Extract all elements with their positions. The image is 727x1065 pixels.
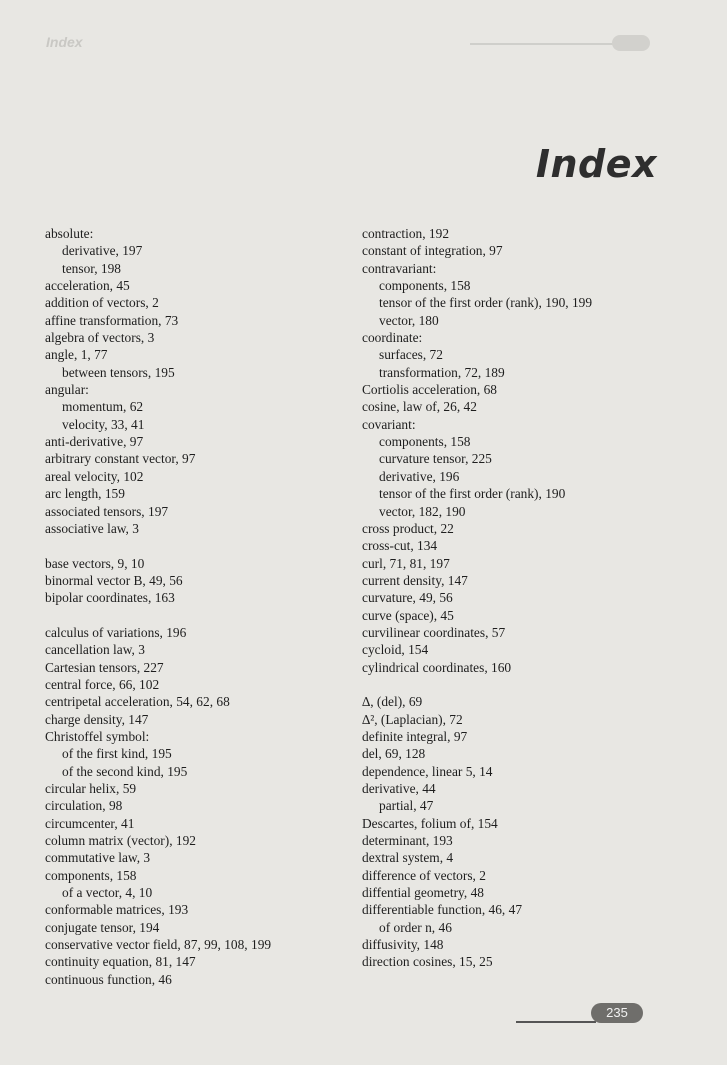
index-subentry: vector, 180 xyxy=(379,312,439,328)
index-entry: acceleration, 45 xyxy=(45,278,130,294)
index-entry: conjugate tensor, 194 xyxy=(45,919,160,935)
index-entry: components, 158 xyxy=(45,867,137,883)
index-entry: circumcenter, 41 xyxy=(45,815,135,831)
index-entry: column matrix (vector), 192 xyxy=(45,833,196,849)
index-entry: cycloid, 154 xyxy=(362,642,429,658)
index-column-right xyxy=(362,225,662,971)
index-entry: commutative law, 3 xyxy=(45,850,151,866)
index-entry: direction cosines, 15, 25 xyxy=(362,954,493,970)
index-entry: continuous function, 46 xyxy=(45,971,172,987)
index-entry: angular: xyxy=(45,382,89,398)
index-subentry: derivative, 196 xyxy=(379,468,460,484)
index-entry: curvature, 49, 56 xyxy=(362,590,453,606)
index-entry: absolute: xyxy=(45,226,94,241)
running-head: Index xyxy=(46,34,83,50)
index-subentry: velocity, 33, 41 xyxy=(62,416,145,432)
index-entry: Descartes, folium of, 154 xyxy=(362,815,498,831)
index-entry: cross-cut, 134 xyxy=(362,538,438,554)
index-subentry: transformation, 72, 189 xyxy=(379,364,505,380)
index-entry: ∆, (del), 69 xyxy=(362,694,423,710)
index-entry: coordinate: xyxy=(362,330,423,346)
index-entry: current density, 147 xyxy=(362,572,468,588)
index-subentry: of the first kind, 195 xyxy=(62,746,172,762)
index-entry: Christoffel symbol: xyxy=(45,728,150,744)
index-entry: associative law, 3 xyxy=(45,520,139,536)
index-entry: derivative, 44 xyxy=(362,781,436,796)
header-rule xyxy=(470,43,630,45)
index-subentry: of the second kind, 195 xyxy=(62,763,188,779)
index-entry: conservative vector field, 87, 99, 108, 199 xyxy=(45,937,272,953)
index-entry: calculus of variations, 196 xyxy=(45,624,187,640)
index-entry: curl, 71, 81, 197 xyxy=(362,555,450,571)
index-entry: cosine, law of, 26, 42 xyxy=(362,399,477,415)
index-subentry: partial, 47 xyxy=(379,798,434,814)
index-entry: ∆², (Laplacian), 72 xyxy=(362,711,463,727)
index-entry: angle, 1, 77 xyxy=(45,347,108,363)
index-entry: central force, 66, 102 xyxy=(45,676,160,692)
index-entry: dextral system, 4 xyxy=(362,850,454,866)
index-entry: continuity equation, 81, 147 xyxy=(45,954,196,970)
index-entry: base vectors, 9, 10 xyxy=(45,555,145,571)
index-entry: associated tensors, 197 xyxy=(45,503,169,519)
index-entry: binormal vector B, 49, 56 xyxy=(45,572,183,588)
index-entry: arc length, 159 xyxy=(45,486,125,502)
index-entry: difference of vectors, 2 xyxy=(362,867,486,883)
header-badge xyxy=(612,35,650,51)
index-entry: constant of integration, 97 xyxy=(362,243,503,259)
index-entry: cylindrical coordinates, 160 xyxy=(362,659,512,675)
index-entry: diffusivity, 148 xyxy=(362,937,444,953)
index-entry: affine transformation, 73 xyxy=(45,312,179,328)
index-entry: del, 69, 128 xyxy=(362,746,426,762)
index-entry: diffential geometry, 48 xyxy=(362,885,484,901)
index-entry: contraction, 192 xyxy=(362,226,450,241)
index-entry: bipolar coordinates, 163 xyxy=(45,590,175,606)
index-column-left xyxy=(45,225,345,988)
index-subentry: between tensors, 195 xyxy=(62,364,175,380)
index-entry: covariant: xyxy=(362,416,416,432)
index-gap xyxy=(362,676,662,693)
index-subentry: surfaces, 72 xyxy=(379,347,443,363)
index-entry: definite integral, 97 xyxy=(362,728,468,744)
index-entry: algebra of vectors, 3 xyxy=(45,330,155,346)
index-entry: curve (space), 45 xyxy=(362,607,454,623)
index-gap xyxy=(45,537,345,554)
index-entry: circular helix, 59 xyxy=(45,781,137,796)
index-subentry: tensor, 198 xyxy=(62,260,121,276)
index-entry: contravariant: xyxy=(362,260,437,276)
footer-rule xyxy=(516,1021,596,1023)
index-gap xyxy=(45,607,345,624)
index-entry: Cortiolis acceleration, 68 xyxy=(362,382,497,398)
index-entry: differentiable function, 46, 47 xyxy=(362,902,523,918)
index-entry: arbitrary constant vector, 97 xyxy=(45,451,196,467)
index-entry: areal velocity, 102 xyxy=(45,468,144,484)
index-subentry: vector, 182, 190 xyxy=(379,503,466,519)
index-entry: centripetal acceleration, 54, 62, 68 xyxy=(45,694,230,710)
index-subentry: components, 158 xyxy=(379,434,471,450)
page-number-badge: 235 xyxy=(591,1003,643,1023)
index-subentry: of a vector, 4, 10 xyxy=(62,885,153,901)
page-title: Index xyxy=(535,142,657,186)
index-entry: conformable matrices, 193 xyxy=(45,902,189,918)
index-entry: determinant, 193 xyxy=(362,833,453,849)
index-entry: anti-derivative, 97 xyxy=(45,434,144,450)
index-subentry: tensor of the first order (rank), 190, 199 xyxy=(379,295,593,311)
index-entry: curvilinear coordinates, 57 xyxy=(362,624,506,640)
index-subentry: momentum, 62 xyxy=(62,399,144,415)
index-entry: charge density, 147 xyxy=(45,711,149,727)
index-entry: dependence, linear 5, 14 xyxy=(362,763,493,779)
index-subentry: curvature tensor, 225 xyxy=(379,451,492,467)
index-subentry: tensor of the first order (rank), 190 xyxy=(379,486,566,502)
index-entry: addition of vectors, 2 xyxy=(45,295,159,311)
index-entry: circulation, 98 xyxy=(45,798,123,814)
index-subentry: components, 158 xyxy=(379,278,471,294)
index-entry: cross product, 22 xyxy=(362,520,454,536)
index-entry: Cartesian tensors, 227 xyxy=(45,659,164,675)
index-subentry: of order n, 46 xyxy=(379,919,452,935)
index-entry: cancellation law, 3 xyxy=(45,642,145,658)
index-subentry: derivative, 197 xyxy=(62,243,143,259)
